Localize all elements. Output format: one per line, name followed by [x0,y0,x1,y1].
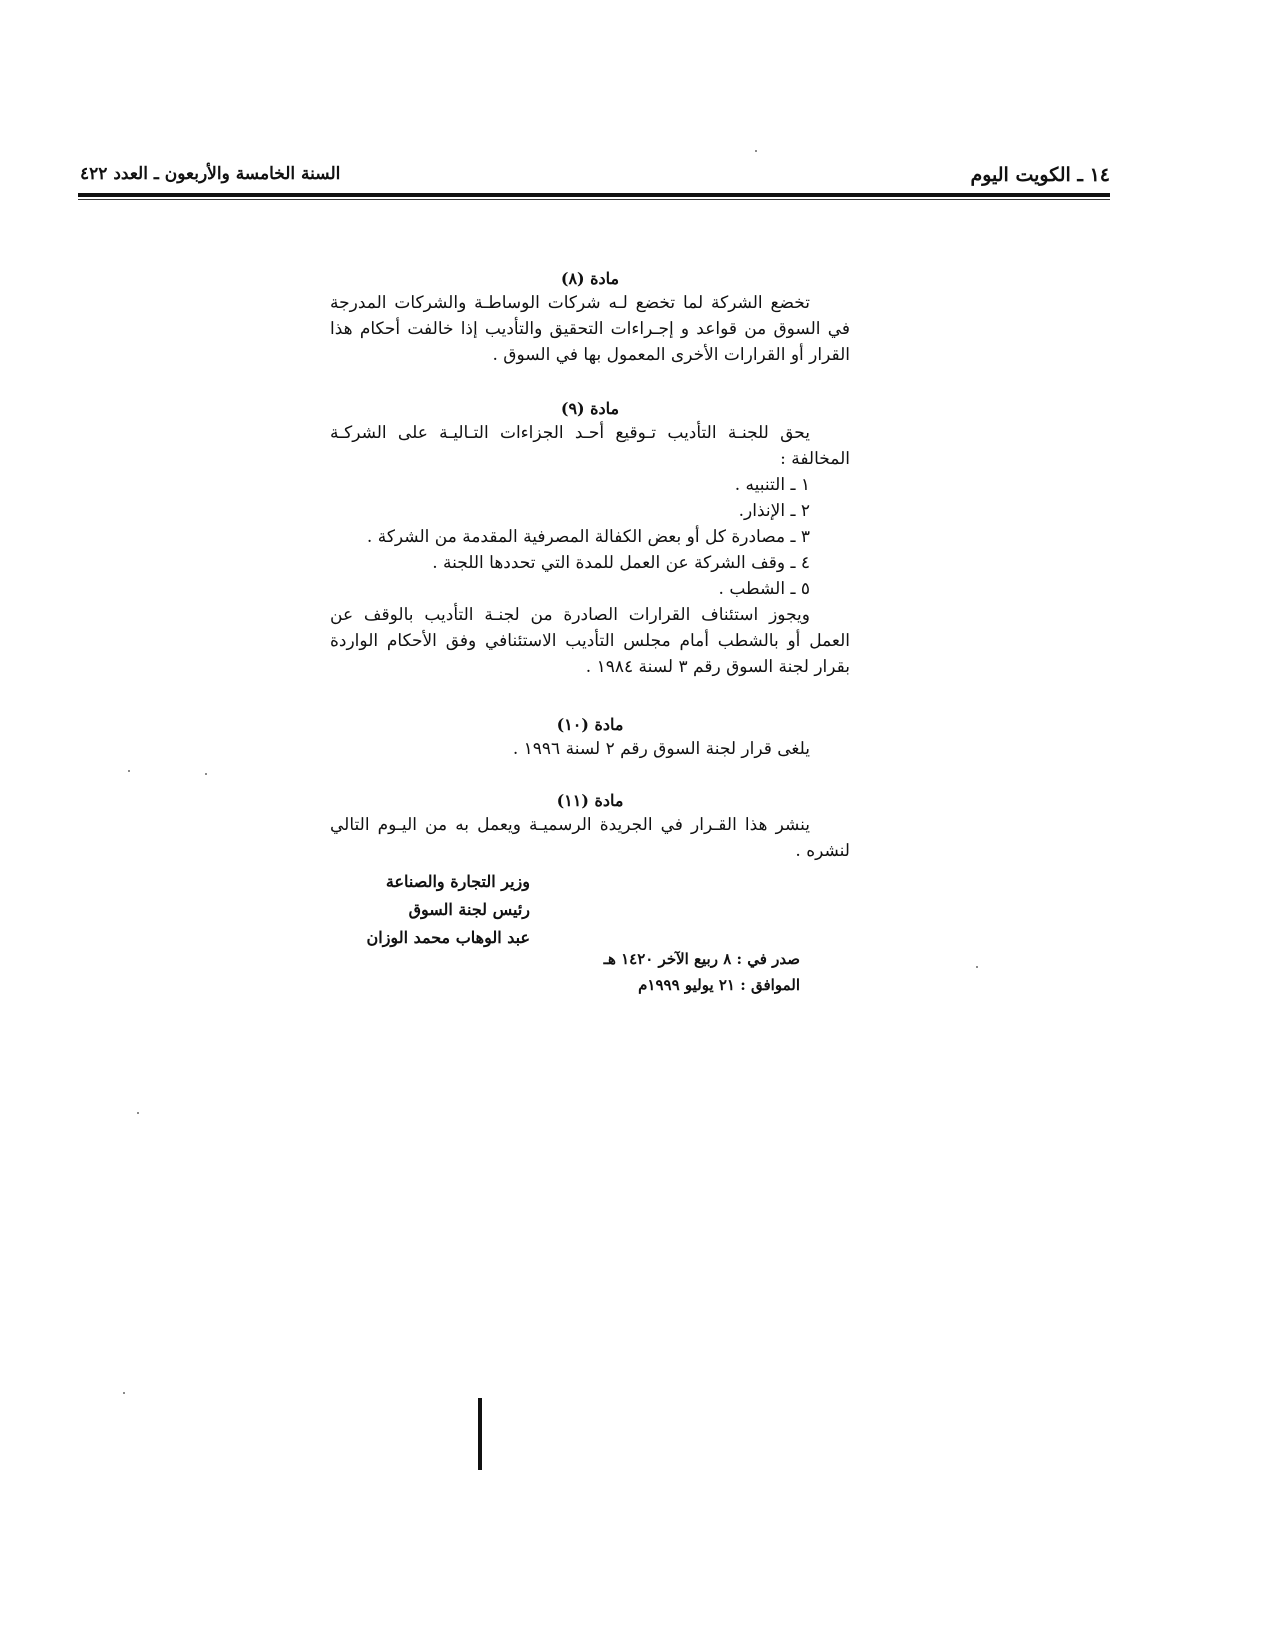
article-9-item-5: ٥ ـ الشطب . [718,579,810,599]
signature-title-chairman: رئيس لجنة السوق [408,900,530,919]
scan-speck [205,773,207,775]
scan-speck [123,1392,125,1394]
article-9-item-4: ٤ ـ وقف الشركة عن العمل للمدة التي تحددها اللجنة . [432,553,810,573]
article-11 [330,790,850,864]
article-9 [330,398,850,680]
scan-speck [976,966,978,968]
issue-date-gregorian: الموافق : ٢١ يوليو ١٩٩٩م [638,976,800,994]
scan-speck [755,150,757,152]
article-10-text: يلغى قرار لجنة السوق رقم ٢ لسنة ١٩٩٦ . [512,739,810,759]
article-10-title: مادة (١٠) [556,715,624,734]
signature-name: عبد الوهاب محمد الوزان [366,928,530,947]
signature-title-minister: وزير التجارة والصناعة [385,872,530,891]
scan-speck [128,770,130,772]
issue-date-hijri: صدر في : ٨ ربيع الآخر ١٤٢٠ هـ [603,950,800,968]
article-11-text: ينشر هذا القـرار في الجريدة الرسميـة ويعمل به من اليـوم التالي لنشره . [330,815,850,861]
article-10 [330,714,850,762]
article-8 [330,268,850,368]
article-9-intro: يحق للجنـة التأديب تـوقيع أحـد الجزاءات التـاليـة على الشركـة المخالفة : [330,423,850,469]
header-rule [78,193,1110,197]
article-9-item-3: ٣ ـ مصادرة كل أو بعض الكفالة المصرفية المقدمة من الشركة . [366,527,810,547]
signature-block [330,868,530,952]
article-8-title: مادة (٨) [560,269,620,288]
header-rule-thin [78,199,1110,200]
vertical-bar-mark [478,1398,482,1470]
issue-date-block [575,946,800,998]
scan-speck [137,1112,139,1114]
page-number-and-title: ١٤ ـ الكويت اليوم [970,164,1110,186]
article-9-closing: ويجوز استئناف القرارات الصادرة من لجنـة التأديب بالوقف عن العمل أو بالشطب أمام مجلس التأديب الاستئنافي وفق الأحكام الواردة بقرار لجنة السوق رقم ٣ لسنة ١٩٨٤ . [330,605,850,677]
issue-info: السنة الخامسة والأربعون ـ العدد ٤٢٢ [80,164,341,184]
article-8-text: تخضع الشركة لما تخضع لـه شركات الوساطـة والشركات المدرجة في السوق من قواعد و إجـراءات التحقيق والتأديب إذا خالفت أحكام هذا القرار أو القرارات الأخرى المعمول بها في السوق . [330,293,850,365]
article-9-title: مادة (٩) [560,399,620,418]
article-11-title: مادة (١١) [556,791,624,810]
article-9-item-2: ٢ ـ الإنذار. [738,501,810,521]
article-9-item-1: ١ ـ التنبيه . [734,475,810,495]
